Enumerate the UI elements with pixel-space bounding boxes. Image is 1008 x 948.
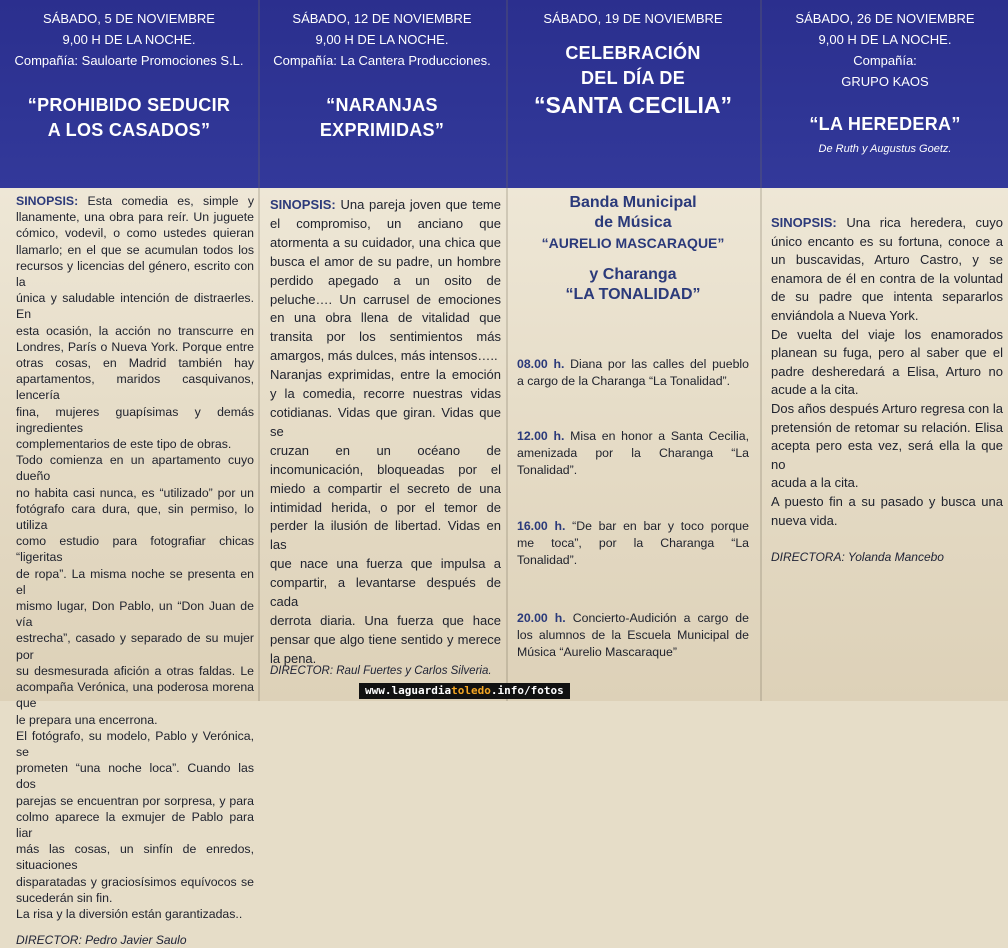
synopsis-line <box>16 728 254 760</box>
charanga-name: “LA TONALIDAD” <box>565 286 701 303</box>
event-time: 9,00 H DE LA NOCHE. <box>62 32 196 47</box>
synopsis-line-text: de ropa”. La misma noche se presenta en el <box>16 566 254 597</box>
synopsis-line-text: su desmesurada afición a otras faldas. Le <box>16 663 254 678</box>
event-company: GRUPO KAOS <box>841 74 929 89</box>
synopsis-line <box>16 679 254 711</box>
synopsis-line-text: pensar que algo tiene sentido y merece <box>270 631 501 647</box>
synopsis-line <box>270 272 501 291</box>
event-date: SÁBADO, 26 DE NOVIEMBRE <box>795 11 975 26</box>
program-text: Diana por las calles del pueblo <box>570 357 749 371</box>
synopsis-line-text: sucederán sin fin. <box>16 890 113 905</box>
event-company: Compañía: <box>853 53 917 68</box>
synopsis-line <box>16 630 254 662</box>
synopsis-line-text: cruzan en un océano de <box>270 442 501 458</box>
program-text: a cargo de la Charanga “La Tonalidad”. <box>517 374 731 388</box>
synopsis-line-text: De vuelta del viaje los enamorados <box>771 326 1003 342</box>
synopsis-line <box>270 385 501 404</box>
synopsis-label: SINOPSIS: <box>270 197 341 212</box>
synopsis-line-text: y la comedia, recorre nuestras vidas <box>270 386 501 402</box>
synopsis-line <box>270 291 501 310</box>
synopsis-line <box>16 793 254 809</box>
synopsis-line-text: un buscavidas, Arturo Castro, y se <box>771 252 1003 268</box>
synopsis-line-text: único encanto es su fortuna, conoce a <box>771 233 1003 249</box>
synopsis-label: SINOPSIS: <box>771 215 847 230</box>
synopsis-line-text: La risa y la diversión están garantizadas.. <box>16 906 243 921</box>
synopsis-line-text: enamora de él en contra de la voluntad <box>771 270 1003 286</box>
event-date: SÁBADO, 12 DE NOVIEMBRE <box>292 11 472 26</box>
synopsis-line <box>16 242 254 258</box>
event-time: 9,00 H DE LA NOCHE. <box>818 32 952 47</box>
program-line <box>517 428 749 445</box>
header-column-2 <box>258 0 506 188</box>
synopsis-line <box>16 404 254 436</box>
event-date: SÁBADO, 5 DE NOVIEMBRE <box>43 11 215 26</box>
synopsis-line-text: mismo lugar, Don Pablo, un “Don Juan de vía <box>16 599 254 630</box>
program-item <box>517 356 749 390</box>
synopsis-line-text: Todo comienza en un apartamento cuyo dueño <box>16 453 254 484</box>
synopsis-line-text: cómico, vodevil, o como ustedes quieran <box>16 226 254 241</box>
band-name: de Música <box>594 214 672 231</box>
synopsis-line-text: Dos años después Arturo regresa con la <box>771 400 1003 416</box>
event-title: “LA HEREDERA” <box>809 114 961 134</box>
synopsis-line <box>16 890 254 906</box>
synopsis-line-text: disparatadas y graciosísimos equívocos se <box>16 874 254 889</box>
event-title: CELEBRACIÓN <box>565 43 701 63</box>
synopsis-line <box>771 437 1003 474</box>
event-company: Compañía: Sauloarte Promociones S.L. <box>14 53 244 68</box>
synopsis-line <box>270 347 501 366</box>
synopsis-line-text: apartamentos, maridos casquivanos, lencería <box>16 372 254 403</box>
synopsis-line <box>16 760 254 792</box>
synopsis-line-text: planean su fuga, pero al saber que el <box>771 345 1003 361</box>
program-line <box>517 518 749 535</box>
synopsis-line <box>16 225 254 241</box>
synopsis-line-text: en una obra llena de vitalidad que <box>270 310 501 326</box>
synopsis-line <box>16 906 254 922</box>
program-time: 12.00 h. <box>517 429 571 443</box>
synopsis-line <box>771 214 1003 233</box>
program-item <box>517 518 749 569</box>
synopsis-line <box>771 307 1003 326</box>
synopsis-line-text: Londres, París o Nueva York. Porque entre <box>16 339 254 354</box>
program-line <box>517 610 749 627</box>
header-column-4 <box>762 0 1008 188</box>
synopsis-line-text: única y saludable intención de distraerles. En <box>16 291 254 322</box>
synopsis-line <box>771 400 1003 419</box>
synopsis-line <box>270 328 501 347</box>
synopsis-line <box>16 841 254 873</box>
synopsis-line-text: acompaña Verónica, una poderosa morena que <box>16 680 254 711</box>
website-url[interactable] <box>359 683 570 699</box>
synopsis-line-text: El fotógrafo, su modelo, Pablo y Verónica, se <box>16 728 254 759</box>
synopsis-line-text: acuda a la cita. <box>771 475 859 491</box>
synopsis-line <box>270 442 501 461</box>
synopsis-line-text: incomunicación, bloqueadas por el <box>270 461 501 477</box>
program-line <box>517 644 749 661</box>
synopsis-line <box>771 251 1003 270</box>
synopsis-line-text: perder la ilusión de libertad. Vidas en las <box>270 518 501 553</box>
director-credit: DIRECTOR: Raul Fuertes y Carlos Silveria. <box>270 665 492 677</box>
program-text: Tonalidad”. <box>517 553 578 567</box>
synopsis-line <box>16 339 254 355</box>
synopsis-line-text: derrota diaria. Una fuerza que hace <box>270 612 501 628</box>
synopsis-line-text: padre desheredará a Elisa, Arturo no <box>771 363 1003 379</box>
synopsis-line-text: le prepara una encerrona. <box>16 712 158 727</box>
synopsis-line <box>16 436 254 452</box>
synopsis-line-text: colmo aparece la exmujer de Pablo para liar <box>16 809 254 840</box>
synopsis-text <box>771 214 1003 530</box>
synopsis-column-1 <box>16 193 254 948</box>
event-time: 9,00 H DE LA NOCHE. <box>315 32 449 47</box>
program-item <box>517 610 749 661</box>
synopsis-column-4 <box>771 214 1003 567</box>
program-line <box>517 356 749 373</box>
synopsis-line <box>270 215 501 234</box>
synopsis-line <box>270 461 501 480</box>
band-heading <box>510 193 756 305</box>
synopsis-line <box>771 512 1003 531</box>
synopsis-line-text: fina, mujeres guapísimas y demás ingredientes <box>16 404 254 435</box>
synopsis-line-text: fotógrafo cara dura, que, sin permiso, lo utiliza <box>16 501 254 533</box>
program-line <box>517 445 749 462</box>
program-text: Misa en honor a Santa Cecilia, <box>570 429 749 443</box>
synopsis-line-text: Naranjas exprimidas, entre la emoción <box>270 367 501 383</box>
synopsis-line-text: prometen “una noche loca”. Cuando las dos <box>16 761 254 792</box>
event-title: “SANTA CECILIA” <box>533 92 733 118</box>
band-name: Banda Municipal <box>569 194 697 211</box>
program-line <box>517 462 749 479</box>
header-column-3 <box>508 0 758 188</box>
synopsis-line-text: busca el amor de su padre, un hombre <box>270 253 501 269</box>
synopsis-text <box>16 193 254 922</box>
synopsis-line-text: recursos y licencias del género, escrito con la <box>16 258 254 290</box>
synopsis-line-text: llanamente, una obra para reír. Un juguete <box>16 210 254 225</box>
synopsis-line <box>16 371 254 403</box>
synopsis-line-text: transita por los sentimientos más <box>270 329 501 345</box>
synopsis-text <box>270 196 501 669</box>
synopsis-line <box>16 663 254 679</box>
program-text: me toca”, por la Charanga “La <box>517 536 749 550</box>
synopsis-line-text: la pena. <box>270 650 317 666</box>
synopsis-line <box>270 234 501 253</box>
synopsis-line <box>771 493 1003 512</box>
synopsis-line <box>270 253 501 272</box>
synopsis-line-text: enviándola a Nueva York. <box>771 307 919 323</box>
program-text: Concierto-Audición a cargo de <box>572 611 749 625</box>
synopsis-line-text: de su padre que intenta separarlos <box>771 289 1003 305</box>
event-subtitle: De Ruth y Augustus Goetz. <box>818 143 952 155</box>
event-date: SÁBADO, 19 DE NOVIEMBRE <box>543 11 723 26</box>
program-item <box>517 428 749 479</box>
program-text: amenizada por la Charanga “La <box>517 446 749 460</box>
event-title: “NARANJAS <box>326 95 438 115</box>
synopsis-label: SINOPSIS: <box>16 194 88 208</box>
synopsis-line <box>270 612 501 631</box>
synopsis-line <box>270 574 501 612</box>
synopsis-line <box>16 712 254 728</box>
synopsis-line-text: pretensión de retomar su relación. Elisa <box>771 419 1003 435</box>
header-column-1 <box>0 0 258 188</box>
synopsis-line-text: atormenta a su cuidador, una chica que <box>270 234 501 250</box>
synopsis-line-text: Una pareja joven que teme <box>340 197 501 212</box>
program-line <box>517 373 749 390</box>
synopsis-line <box>771 474 1003 493</box>
synopsis-line-text: miedo a compartir el secreto de una <box>270 480 501 496</box>
synopsis-line <box>16 323 254 339</box>
synopsis-line-text: otras cosas, en Madrid también hay <box>16 356 254 371</box>
synopsis-line <box>270 631 501 650</box>
synopsis-line <box>16 501 254 533</box>
url-part: .info/fotos <box>490 684 564 697</box>
synopsis-line <box>270 499 501 518</box>
synopsis-line <box>270 196 501 215</box>
synopsis-line-text: complementarios de este tipo de obras. <box>16 437 232 452</box>
event-company: Compañía: La Cantera Producciones. <box>273 53 491 68</box>
synopsis-line <box>771 381 1003 400</box>
synopsis-line-text: llamarlo; en el que se acumulan todos los <box>16 242 254 257</box>
event-title: A LOS CASADOS” <box>47 120 211 140</box>
synopsis-line <box>16 355 254 371</box>
synopsis-line <box>16 290 254 322</box>
synopsis-line <box>16 874 254 890</box>
synopsis-line <box>270 366 501 385</box>
synopsis-line <box>270 309 501 328</box>
program-line <box>517 627 749 644</box>
synopsis-line-text: que nace una fuerza que impulsa a <box>270 556 501 572</box>
program-time: 16.00 h. <box>517 519 573 533</box>
url-part: toledo <box>451 684 491 697</box>
synopsis-line <box>771 344 1003 363</box>
synopsis-line-text: más las cosas, un sinfín de enredos, situaciones <box>16 842 254 873</box>
program-time: 08.00 h. <box>517 357 571 371</box>
synopsis-line <box>16 258 254 290</box>
synopsis-line-text: cotidianas. Vidas que giran. Vidas que se <box>270 404 501 439</box>
synopsis-line <box>16 209 254 225</box>
url-part: www.laguardia <box>365 684 452 697</box>
synopsis-line <box>771 270 1003 289</box>
synopsis-line <box>771 419 1003 438</box>
synopsis-line-text: peluche…. Un carrusel de emociones <box>270 291 501 307</box>
synopsis-line-text: compartir, a levantarse después de cada <box>270 575 501 610</box>
synopsis-line <box>16 533 254 565</box>
event-title: EXPRIMIDAS” <box>319 120 445 140</box>
band-name: “AURELIO MASCARAQUE” <box>541 235 725 251</box>
synopsis-line <box>16 566 254 598</box>
synopsis-line <box>270 555 501 574</box>
synopsis-line-text: Una rica heredera, cuyo <box>846 215 1003 230</box>
program-line <box>517 535 749 552</box>
program-line <box>517 552 749 569</box>
synopsis-line <box>270 517 501 555</box>
synopsis-line-text: acepta pero esta vez, será ella la que no <box>771 438 1003 472</box>
synopsis-line <box>771 326 1003 345</box>
synopsis-line-text: amargos, más dulces, más intensos….. <box>270 348 498 364</box>
synopsis-line <box>16 809 254 841</box>
synopsis-line-text: no habita casi nunca, es “utilizado” por un <box>16 485 254 500</box>
program-text: los alumnos de la Escuela Municipal de <box>517 628 749 642</box>
program-text: “De bar en bar y toco porque <box>572 519 749 533</box>
synopsis-line <box>771 288 1003 307</box>
director-credit: DIRECTOR: Pedro Javier Saulo <box>16 933 187 948</box>
synopsis-line <box>16 452 254 484</box>
synopsis-line-text: intimidad herida, o por el temor de <box>270 499 501 515</box>
synopsis-line-text: acude a la cita. <box>771 382 859 398</box>
charanga-name: y Charanga <box>589 266 677 283</box>
synopsis-line-text: perdido apegado a un osito de <box>270 272 501 288</box>
synopsis-line-text: Esta comedia es, simple y <box>87 194 254 208</box>
synopsis-line-text: el compromiso, un anciano que <box>270 215 501 231</box>
program-text: Música “Aurelio Mascaraque” <box>517 645 677 659</box>
synopsis-line <box>270 480 501 499</box>
synopsis-column-2 <box>270 196 501 669</box>
event-title: DEL DÍA DE <box>580 68 685 88</box>
event-title: “PROHIBIDO SEDUCIR <box>27 95 231 115</box>
synopsis-line-text: como estudio para fotografiar chicas “ligeritas <box>16 534 254 565</box>
synopsis-line <box>16 598 254 630</box>
synopsis-line <box>771 363 1003 382</box>
program-text: Tonalidad”. <box>517 463 578 477</box>
program-time: 20.00 h. <box>517 611 573 625</box>
synopsis-line-text: estrecha”, casado y separado de su mujer por <box>16 631 254 662</box>
synopsis-line-text: parejas se encuentran por sorpresa, y para <box>16 793 254 808</box>
synopsis-line <box>16 485 254 501</box>
synopsis-line-text: esta ocasión, la acción no transcurre en <box>16 323 254 338</box>
synopsis-line <box>270 404 501 442</box>
synopsis-line <box>771 233 1003 252</box>
synopsis-line-text: nueva vida. <box>771 512 838 528</box>
synopsis-line-text: A puesto fin a su pasado y busca una <box>771 493 1003 509</box>
director-credit: DIRECTORA: Yolanda Mancebo <box>771 550 944 565</box>
synopsis-line <box>16 193 254 209</box>
